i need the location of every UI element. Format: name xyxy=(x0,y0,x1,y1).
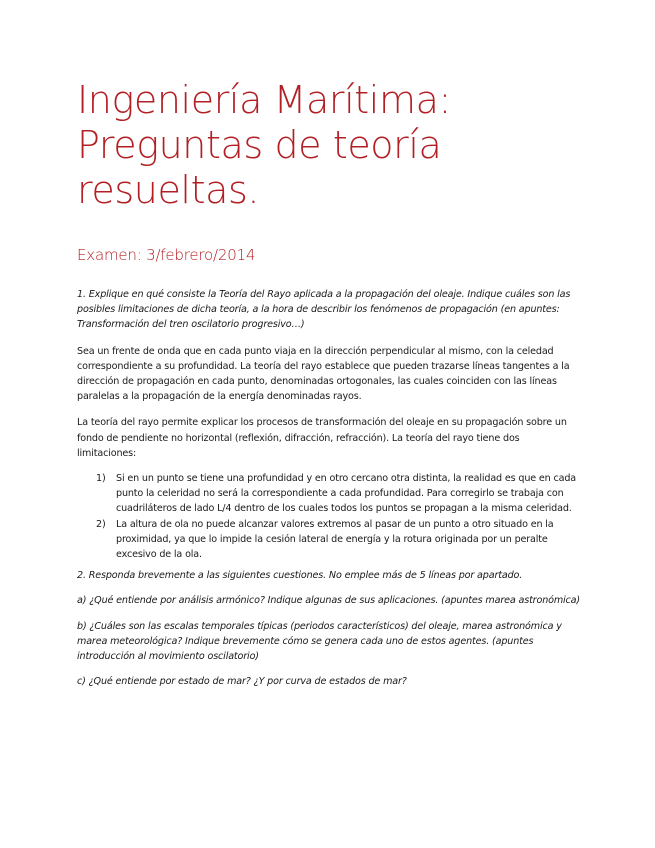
answer-1-paragraph-2: La teoría del rayo permite explicar los procesos de transformación del oleaje en su propagación sobre un fondo de pendiente no horizontal (reflexión, difracción, refracción). La teoría del rayo tiene dos limitaciones: xyxy=(77,417,567,459)
question-2b: b) ¿Cuáles son las escalas temporales típicas (periodos característicos) del oleaje, marea astronómica y marea meteorológica? Indique brevemente cómo se genera cada uno de estos agentes. (apuntes introducción al movimiento oscilatorio) xyxy=(77,620,562,663)
list-item-text: La altura de ola no puede alcanzar valores extremos al pasar de un punto a otro situado en la proximidad, ya que lo impide la cesión lateral de energía y la rotura originada por un peralte excesivo de la ola. xyxy=(116,518,554,561)
limitations-list xyxy=(77,471,581,562)
answer-1-paragraph-1: Sea un frente de onda que en cada punto viaja en la dirección perpendicular al mismo, con la celedad correspondiente a su profundidad. La teoría del rayo establece que pueden trazarse líneas tangentes a la dirección de propagación en cada punto, denominadas ortogonales, las cuales coinciden con las líneas paralelas a la propagación de la energía denominadas rayos. xyxy=(77,345,570,403)
exam-date: Examen: 3/febrero/2014 xyxy=(77,246,256,264)
question-2: 2. Responda brevemente a las siguientes cuestiones. No emplee más de 5 líneas por apartado. xyxy=(77,570,523,582)
title-line-1: Ingeniería Marítima: xyxy=(77,78,451,122)
list-item xyxy=(77,471,581,517)
list-item xyxy=(77,517,581,563)
question-1: 1. Explique en qué consiste la Teoría del Rayo aplicada a la propagación del oleaje. Indique cuáles son las posibles limitaciones de dicha teoría, a la hora de describir los fenómenos de propagación (en apuntes: Transformación del tren oscilatorio progresivo…) xyxy=(77,289,571,331)
title-line-2: Preguntas de teoría xyxy=(77,123,442,167)
question-2c: c) ¿Qué entiende por estado de mar? ¿Y por curva de estados de mar? xyxy=(77,676,407,688)
title-line-3: resueltas. xyxy=(77,168,260,212)
list-item-number: 2) xyxy=(96,518,106,530)
question-2a: a) ¿Qué entiende por análisis armónico? Indique algunas de sus aplicaciones. (apuntes marea astronómica) xyxy=(77,595,581,607)
list-item-text: Si en un punto se tiene una profundidad y en otro cercano otra distinta, la realidad es que en cada punto la celeridad no será la correspondiente a cada profundidad. Para corregirlo se trabaja con cuadriláteros de lado L/4 dentro de los cuales todos los puntos se propagan a la misma celeridad. xyxy=(116,473,577,515)
document-title xyxy=(77,78,581,213)
list-item-number: 1) xyxy=(96,473,106,485)
